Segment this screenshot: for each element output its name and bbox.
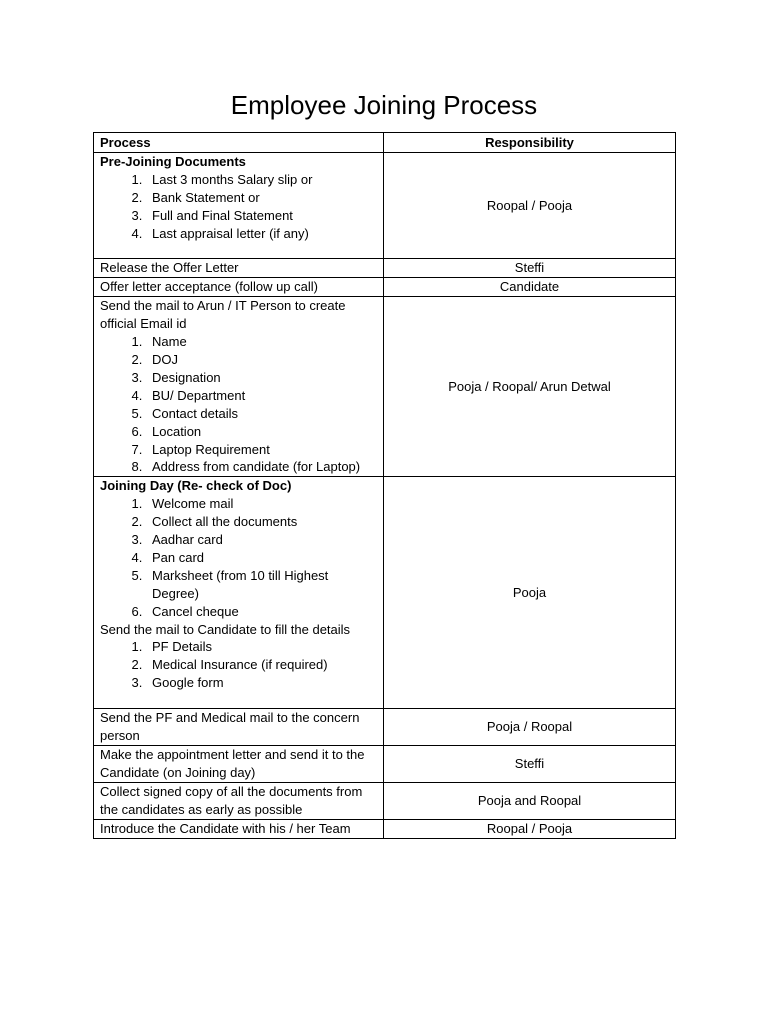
list-item: 6. Location — [146, 423, 377, 441]
table-row — [94, 259, 676, 278]
process-cell: Send the PF and Medical mail to the concern person — [94, 709, 384, 746]
numbered-list — [100, 171, 377, 243]
process-cell: Introduce the Candidate with his / her Team — [94, 819, 384, 838]
table-header-row — [94, 133, 676, 153]
responsibility-cell: Pooja — [384, 477, 676, 709]
list-item: 6. Cancel cheque — [146, 603, 377, 621]
table-row — [94, 782, 676, 819]
list-item: 2. Medical Insurance (if required) — [146, 656, 377, 674]
joining-process-table — [93, 132, 676, 839]
list-item: 4. Last appraisal letter (if any) — [146, 225, 377, 243]
responsibility-cell: Pooja and Roopal — [384, 782, 676, 819]
responsibility-cell: Steffi — [384, 259, 676, 278]
table-row — [94, 819, 676, 838]
list-item: 2. Bank Statement or — [146, 189, 377, 207]
responsibility-cell: Candidate — [384, 278, 676, 297]
responsibility-cell: Roopal / Pooja — [384, 819, 676, 838]
process-cell: Make the appointment letter and send it to the Candidate (on Joining day) — [94, 746, 384, 783]
list-item: 5. Marksheet (from 10 till Highest Degree) — [146, 567, 377, 603]
row-heading: Pre-Joining Documents — [100, 153, 246, 169]
list-item: 3. Full and Final Statement — [146, 207, 377, 225]
numbered-list — [100, 638, 377, 692]
numbered-list — [100, 333, 377, 476]
list-item: 1. Last 3 months Salary slip or — [146, 171, 377, 189]
list-item: 1. PF Details — [146, 638, 377, 656]
list-item: 1. Name — [146, 333, 377, 351]
list-item: 3. Designation — [146, 369, 377, 387]
list-item: 2. Collect all the documents — [146, 513, 377, 531]
responsibility-cell: Pooja / Roopal/ Arun Detwal — [384, 297, 676, 477]
process-cell: Offer letter acceptance (follow up call) — [94, 278, 384, 297]
process-cell: Collect signed copy of all the documents from the candidates as early as possible — [94, 782, 384, 819]
list-item: 4. Pan card — [146, 549, 377, 567]
list-item: 3. Google form — [146, 674, 377, 692]
page-title: Employee Joining Process — [230, 90, 538, 120]
process-cell — [94, 477, 384, 709]
list-item: 5. Contact details — [146, 405, 377, 423]
header-process: Process — [94, 133, 384, 153]
row-heading: Joining Day (Re- check of Doc) — [100, 478, 292, 494]
process-cell — [94, 152, 384, 259]
table-row — [94, 477, 676, 709]
list-item: 3. Aadhar card — [146, 531, 377, 549]
table-row — [94, 152, 676, 259]
list-item: 4. BU/ Department — [146, 387, 377, 405]
process-cell — [94, 297, 384, 477]
list-item: 1. Welcome mail — [146, 495, 377, 513]
table-row — [94, 746, 676, 783]
row-subtext: Send the mail to Candidate to fill the details — [100, 621, 351, 637]
responsibility-cell: Roopal / Pooja — [384, 152, 676, 259]
responsibility-cell: Pooja / Roopal — [384, 709, 676, 746]
process-cell: Release the Offer Letter — [94, 259, 384, 278]
list-item: 8. Address from candidate (for Laptop) — [146, 458, 377, 476]
row-text: Send the mail to Arun / IT Person to create official Email id — [100, 298, 346, 332]
table-row — [94, 297, 676, 477]
responsibility-cell: Steffi — [384, 746, 676, 783]
numbered-list — [100, 495, 377, 620]
list-item: 2. DOJ — [146, 351, 377, 369]
table-row — [94, 709, 676, 746]
table-row — [94, 278, 676, 297]
header-responsibility: Responsibility — [384, 133, 676, 153]
list-item: 7. Laptop Requirement — [146, 441, 377, 459]
